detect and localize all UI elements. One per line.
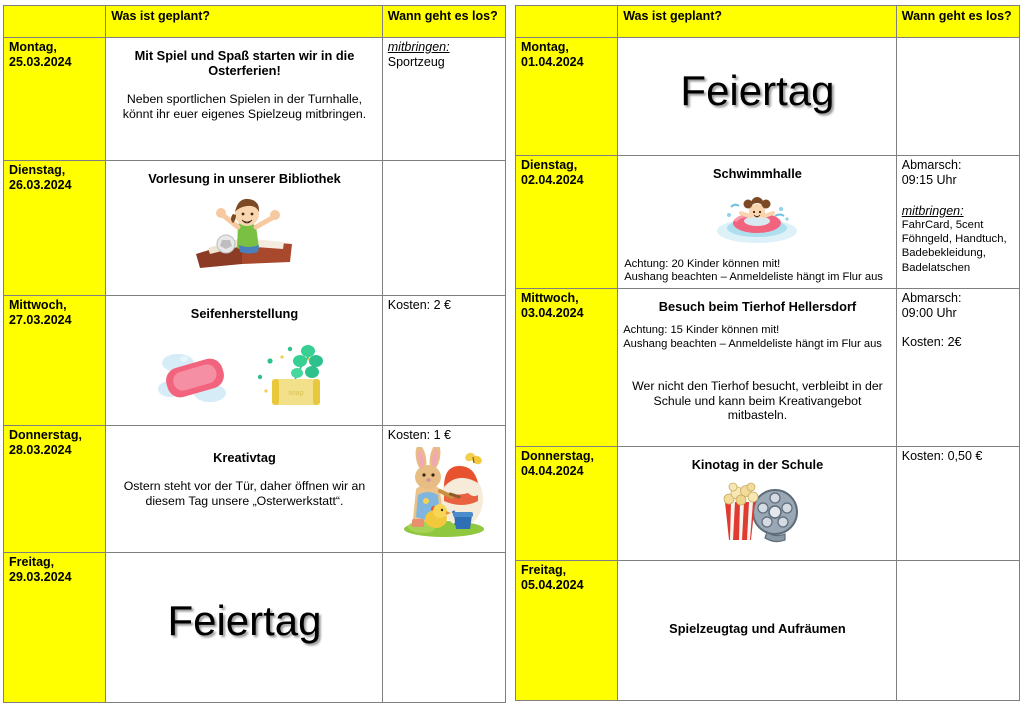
day-date: 05.04.2024 [521, 577, 584, 592]
when-value: Kosten: 2 € [387, 298, 451, 312]
day-date: 29.03.2024 [9, 569, 72, 584]
departure-time: 09:15 Uhr [901, 172, 957, 187]
day-name: Mittwoch, [521, 291, 579, 305]
header-when-column: Wann geht es los? [382, 6, 505, 38]
when-cell [382, 38, 505, 161]
activity-body: Wer nicht den Tierhof besucht, verbleibt in der Schule und kann beim Kreativangebot mitbasteln. [632, 379, 883, 423]
day-name: Dienstag, [521, 158, 578, 172]
activity-title: Kreativtag [213, 450, 276, 465]
activity-title: Kinotag in der Schule [691, 457, 824, 472]
child-on-book-icon [186, 196, 302, 276]
activity-cell [106, 38, 383, 161]
header-what-column: Was ist geplant? [618, 6, 897, 38]
table-row [4, 161, 506, 296]
day-cell [516, 156, 618, 289]
activity-title: Spielzeugtag und Aufräumen [669, 621, 846, 636]
day-cell [4, 38, 106, 161]
mitbringen-label: mitbringen: [901, 203, 964, 218]
when-cell [896, 289, 1019, 447]
activity-cell [618, 561, 897, 701]
mitbringen-label: mitbringen: [387, 40, 450, 54]
departure-label: Abmarsch: [901, 291, 962, 305]
header-when-column: Wann geht es los? [896, 6, 1019, 38]
illustration-wrapper [623, 478, 892, 544]
svg-text:soap: soap [288, 390, 305, 398]
departure-label: Abmarsch: [901, 158, 962, 172]
when-cell [382, 553, 505, 703]
header-what-column: Was ist geplant? [106, 6, 383, 38]
when-cell [896, 561, 1019, 701]
table-header-row [4, 6, 506, 38]
when-cell [896, 447, 1019, 561]
day-cell [4, 161, 106, 296]
activity-title: Vorlesung in unserer Bibliothek [148, 171, 341, 186]
easter-bunny-painting-egg-icon [396, 447, 492, 539]
day-date: 25.03.2024 [9, 54, 72, 69]
activity-cell [106, 426, 383, 553]
activity-body: Neben sportlichen Spielen in der Turnhalle, könnt ihr euer eigenes Spielzeug mitbringen. [122, 92, 367, 121]
activity-title: Schwimmhalle [713, 166, 802, 181]
illustration-wrapper [623, 185, 892, 247]
activity-note-1: Achtung: 15 Kinder können mit! [623, 324, 780, 337]
activity-cell [106, 161, 383, 296]
cost-value: Kosten: 0,50 € [901, 449, 983, 463]
table-row [516, 38, 1020, 156]
table-row [4, 38, 506, 161]
mitbringen-items: FahrCard, 5cent Föhngeld, Handtuch, Badebekleidung, Badelatschen [901, 219, 1007, 274]
activity-note-1: Achtung: 20 Kinder können mit! [624, 257, 781, 270]
activity-cell [618, 447, 897, 561]
activity-body: Ostern steht vor der Tür, daher öffnen wir an diesem Tag unsere „Osterwerkstatt“. [123, 479, 366, 508]
holiday-label: Feiertag [680, 67, 835, 114]
departure-time: 09:00 Uhr [901, 305, 957, 320]
week2-table-container [515, 5, 1020, 701]
activity-title: Besuch beim Tierhof Hellersdorf [658, 299, 857, 314]
activity-cell [618, 156, 897, 289]
header-day-column [4, 6, 106, 38]
day-name: Donnerstag, [521, 449, 594, 463]
holiday-label: Feiertag [167, 597, 322, 644]
day-date: 04.04.2024 [521, 463, 584, 478]
table-header-row [516, 6, 1020, 38]
table-row [516, 289, 1020, 447]
activity-title: Seifenherstellung [190, 306, 299, 321]
day-name: Montag, [9, 40, 57, 54]
when-cell [896, 156, 1019, 289]
table-row [516, 447, 1020, 561]
day-cell [516, 447, 618, 561]
day-date: 26.03.2024 [9, 177, 72, 192]
day-name: Montag, [521, 40, 569, 54]
day-name: Freitag, [9, 555, 55, 569]
illustration-wrapper [111, 196, 378, 276]
mitbringen-value: Sportzeug [387, 54, 445, 69]
when-cell [382, 426, 505, 553]
week1-table-container [3, 5, 506, 703]
when-cell [382, 161, 505, 296]
when-value: Kosten: 1 € [387, 428, 451, 442]
when-cell [382, 296, 505, 426]
activity-cell [106, 553, 383, 703]
day-name: Donnerstag, [9, 428, 82, 442]
day-name: Mittwoch, [9, 298, 67, 312]
child-swimming-ring-icon [709, 185, 805, 247]
illustration-wrapper [111, 335, 378, 415]
table-row [4, 426, 506, 553]
table-row [516, 156, 1020, 289]
day-cell [516, 289, 618, 447]
day-date: 01.04.2024 [521, 54, 584, 69]
day-date: 02.04.2024 [521, 172, 584, 187]
day-date: 03.04.2024 [521, 305, 584, 320]
popcorn-film-reel-icon [707, 478, 807, 544]
activity-cell [618, 289, 897, 447]
activity-title: Mit Spiel und Spaß starten wir in die Osterferien! [134, 48, 355, 79]
activity-cell [106, 296, 383, 426]
day-name: Freitag, [521, 563, 567, 577]
day-cell [516, 38, 618, 156]
day-cell [4, 553, 106, 703]
when-cell [896, 38, 1019, 156]
cost-value: Kosten: 2€ [901, 334, 962, 349]
day-date: 28.03.2024 [9, 442, 72, 457]
activity-note-2: Aushang beachten – Anmeldeliste hängt im Flur aus [624, 271, 883, 284]
table-row [4, 296, 506, 426]
day-cell [516, 561, 618, 701]
activity-note-2: Aushang beachten – Anmeldeliste hängt im Flur aus [623, 337, 882, 350]
table-row [4, 553, 506, 703]
day-cell [4, 296, 106, 426]
day-name: Dienstag, [9, 163, 66, 177]
soap-bars-icon [144, 335, 344, 415]
table-row [516, 561, 1020, 701]
week1-table [3, 5, 506, 703]
day-date: 27.03.2024 [9, 312, 72, 327]
illustration-wrapper [388, 447, 501, 539]
activity-cell [618, 38, 897, 156]
header-day-column [516, 6, 618, 38]
day-cell [4, 426, 106, 553]
week2-table [515, 5, 1020, 701]
